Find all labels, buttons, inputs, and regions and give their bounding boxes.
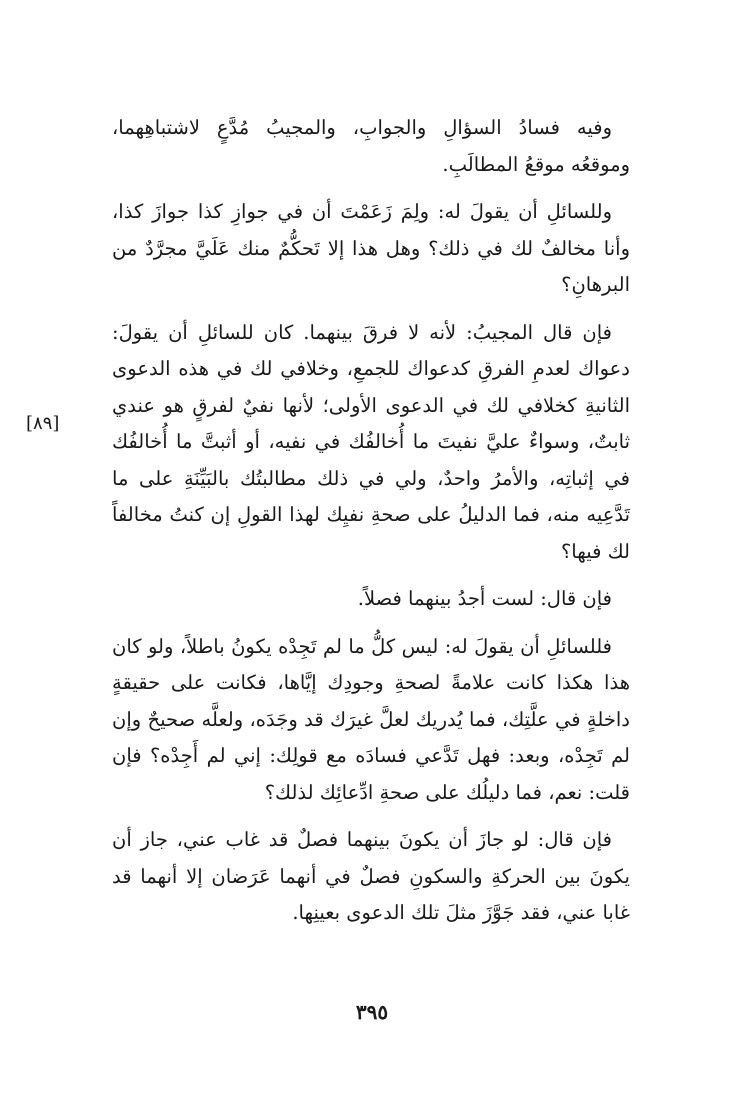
main-text xyxy=(112,110,630,943)
margin-reference: [٨٩] xyxy=(26,413,60,434)
paragraph-6: فإن قال: لو جازَ أن يكونَ بينهما فصلٌ قد غاب عني، جاز أن يكونَ بين الحركةِ والسكونِ فصلٌ في أنهما عَرَضان إلا أنهما قد غابا عني، فقد جَوَّزَ مثلَ تلك الدعوى بعينِها. xyxy=(112,828,630,924)
page-number: ٣٩٥ xyxy=(355,1000,389,1024)
paragraph-1: وفيه فسادُ السؤالِ والجوابِ، والمجيبُ مُدَّعٍ لاشتباهِهما، وموقعُه موقعُ المطالَبِ. xyxy=(112,116,630,176)
paragraph-3: فإن قال المجيبُ: لأنه لا فرقَ بينهما. كان للسائلِ أن يقولَ: دعواك لعدمِ الفرقِ كدعواك للجمعِ، وخلافي لك في هذه الدعوى الثانيةِ كخلافي لك في الدعوى الأولى؛ لأنها نفيٌ لفرقٍ هو عندي ثابتٌ، وسواءٌ عليَّ نفيتَ ما أُخالفُك في نفيه، أو أثبتَّ ما أُخالفُك في إثباتِه، والأمرُ واحدٌ، ولي في ذلك مطالبتُك بالبَيِّنَةِ على ما تَدَّعِيه منه، فما الدليلُ على صحةِ نفيِك لهذا القولِ إن كنتُ مخالفاً لك فيها؟ xyxy=(112,320,630,563)
paragraph-5: فللسائلِ أن يقولَ له: ليس كلُّ ما لم تَجِدْه يكونُ باطلاً، ولو كان هذا هكذا كانت علامةً لصحةِ وجودِك إيَّاها، فكانت على حقيقةٍ داخلةٍ في علَّتِك، فما يُدريك لعلَّ غيرَك قد وجَدَه، ولعلَّه صحيحٌ وإن لم تَجِدْه، وبعد: فهل تَدَّعي فسادَه مع قولِك: إني لم أَجِدْه؟ فإن قلت: نعم، فما دليلُك على صحةِ ادِّعائِك لذلك؟ xyxy=(112,634,630,804)
paragraph-2: وللسائلِ أن يقولَ له: ولِمَ زَعَمْتَ أن في جوازِ كذا جوازَ كذا، وأنا مخالفٌ لك في ذلك؟ وهل هذا إلا تَحكُّمٌ منك عَلَيَّ مجرَّدٌ من البرهانِ؟ xyxy=(112,200,630,296)
paragraph-4: فإن قال: لست أجدُ بينهما فصلاً. xyxy=(357,587,612,610)
